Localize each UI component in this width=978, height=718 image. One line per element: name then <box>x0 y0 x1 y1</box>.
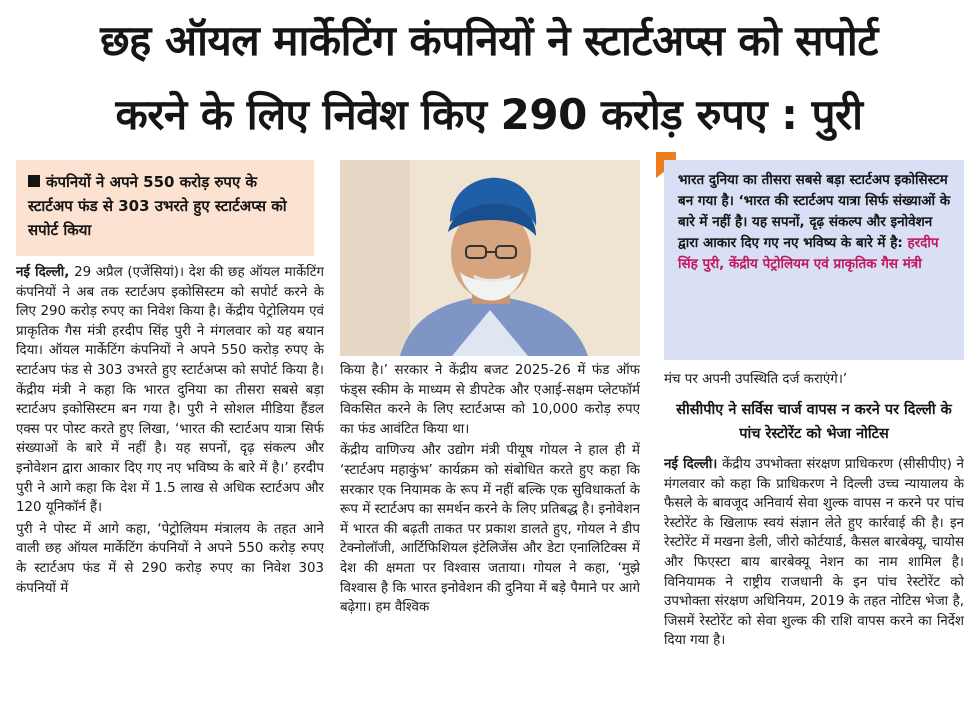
deck-box <box>16 160 314 256</box>
article-paragraph <box>664 455 964 651</box>
dateline: नई दिल्ली। <box>664 457 718 472</box>
story2-headline: सीसीपीए ने सर्विस चार्ज वापस न करने पर दिल्ली के पांच रेस्टोरेंट को भेजा नोटिस <box>676 402 952 442</box>
article-column-left <box>16 263 324 715</box>
article-paragraph: पुरी ने पोस्ट में आगे कहा, ‘पेट्रोलियम मंत्रालय के तहत आने वाली छह ऑयल मार्केटिंग कंपनियों ने अपने 550 करोड़ रुपए के स्टार्टअप फंड में से 290 करोड़ रुपए का निवेश 303 कंपनियों में <box>16 521 324 596</box>
article-column-middle <box>340 361 640 715</box>
article-paragraph: मंच पर अपनी उपस्थिति दर्ज कराएंगे।’ <box>664 372 848 387</box>
person-photo-icon <box>340 160 640 356</box>
headline-line-1: छह ऑयल मार्केटिंग कंपनियों ने स्टार्टअप्स को सपोर्ट <box>100 16 878 65</box>
pull-quote-box <box>664 160 964 360</box>
article-paragraph: केंद्रीय वाणिज्य और उद्योग मंत्री पीयूष गोयल ने हाल ही में ‘स्टार्टअप महाकुंभ’ कार्यक्रम को संबोधित करते हुए कहा कि सरकार एक नियामक के रूप में नहीं बल्कि एक सुविधाकर्ता के रूप में स्टार्टअप का समर्थन करने के लिए प्रतिबद्ध है। इनोवेशन में भारत की बढ़ती ताकत पर प्रकाश डालते हुए, गोयल ने डीप टेक्नोलॉजी, आर्टिफिशियल इंटेलिजेंस और डेटा एनालिटिक्स में देश की क्षमता पर विश्वास जताया। गोयल ने कहा, ‘मुझे विश्वास है कि भारत इनोवेशन की दुनिया में बड़े पैमाने पर आगे बढ़ेगा। हम वैश्विक <box>340 443 640 616</box>
article-paragraph <box>16 263 324 518</box>
story2-body-column <box>664 455 964 715</box>
headline <box>0 4 978 152</box>
photo-hardeep-puri <box>340 160 640 356</box>
bullet-square-icon <box>28 175 40 187</box>
article-column-right <box>664 370 964 390</box>
paragraph-text: 29 अप्रैल (एजेंसियां)। देश की छह ऑयल मार्केटिंग कंपनियों ने अब तक स्टार्टअप इकोसिस्टम को सपोर्ट करने के लिए 290 करोड़ रुपए का निवेश किया है। केंद्रीय पेट्रोलियम एवं प्राकृतिक गैस मंत्री हरदीप सिंह पुरी ने मंगलवार को यह बयान दिया। ऑयल मार्केटिंग कंपनियों ने अपने 550 करोड़ रुपए के स्टार्टअप फंड से 303 उभरते हुए स्टार्टअप्स को सपोर्ट किया है। केंद्रीय मंत्री ने कहा कि भारत दुनिया का तीसरा सबसे बड़ा स्टार्टअप इकोसिस्टम बन गया है। पुरी ने सोशल मीडिया हैंडल एक्स पर पोस्ट करते हुए लिखा, ‘भारत की स्टार्टअप यात्रा सिर्फ संख्याओं के बारे में नहीं है। यह सपनों, दृढ़ संकल्प और इनोवेशन द्वारा आकार दिए गए नए भविष्य के बारे में है।’ हरदीप पुरी ने आगे कहा कि देश में 1.5 लाख से अधिक स्टार्टअप और 120 यूनिकॉर्न हैं। <box>16 265 324 516</box>
pull-quote-speaker: हरदीप सिंह पुरी, केंद्रीय पेट्रोलियम एवं प्राकृतिक गैस मंत्री <box>678 235 939 272</box>
headline-line-2: करने के लिए निवेश किए 290 करोड़ रुपए : पुरी <box>115 90 863 139</box>
paragraph-text: केंद्रीय उपभोक्ता संरक्षण प्राधिकरण (सीसीपीए) ने मंगलवार को कहा कि प्राधिकरण ने दिल्ली उच्च न्यायालय के फैसले के बावजूद अनिवार्य सेवा शुल्क वापस न करने पर पांच रेस्टोरेंट के खिलाफ स्वयं संज्ञान लेते हुए कार्रवाई की है। इन रेस्टोरेंट में मखना डेली, जीरो कोर्टयार्ड, कैसल बारबेक्यू, चायोस और फिएस्टा बाय बारबेक्यू नेशन का नाम शामिल है। विनियामक ने राष्ट्रीय राजधानी के इन पांच रेस्टोरेंट को उपभोक्ता संरक्षण अधिनियम, 2019 के तहत नोटिस भेजा है, जिसमें रेस्टोरेंट को सेवा शुल्क की राशि वापस करने का निर्देश दिया गया है। <box>664 457 964 649</box>
dateline: नई दिल्ली, <box>16 265 70 280</box>
deck-text: कंपनियों ने अपने 550 करोड़ रुपए के स्टार्टअप फंड से 303 उभरते हुए स्टार्टअप्स को सपोर्ट किया <box>28 173 287 239</box>
article-paragraph: किया है।’ सरकार ने केंद्रीय बजट 2025-26 में फंड ऑफ फंड्स स्कीम के माध्यम से डीपटेक और एआई-सक्षम प्लेटफॉर्म विकसित करने के लिए स्टार्टअप्स को 10,000 करोड़ रुपए का फंड आवंटित किया था। <box>340 363 640 437</box>
pull-quote-text: भारत दुनिया का तीसरा सबसे बड़ा स्टार्टअप इकोसिस्टम बन गया है। ‘भारत की स्टार्टअप यात्रा सिर्फ संख्याओं के बारे में नहीं है। यह सपनों, दृढ़ संकल्प और इनोवेशन द्वारा आकार दिए गए नए भविष्य के बारे में है: <box>678 172 951 251</box>
